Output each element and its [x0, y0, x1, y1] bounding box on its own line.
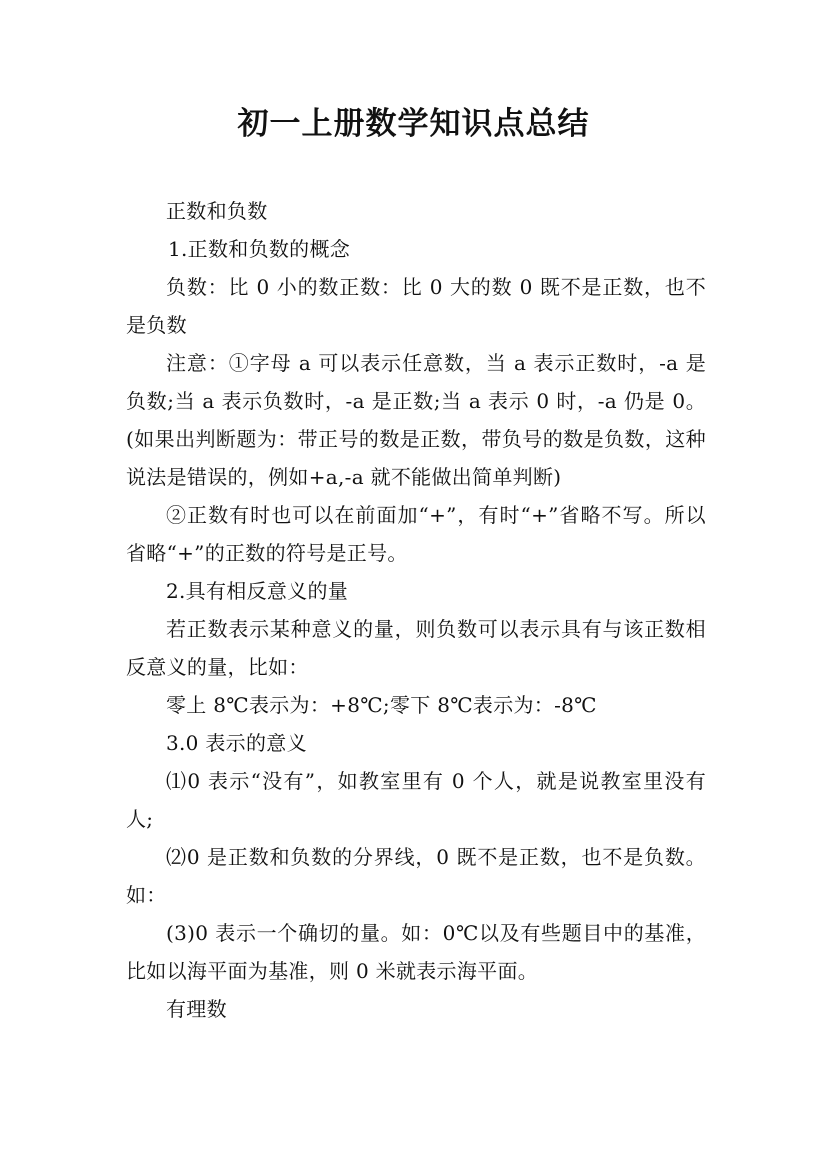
subheading-concept: 1.正数和负数的概念 [168, 237, 351, 261]
paragraph-temperature-example: 零上 8℃表示为：+8℃;零下 8℃表示为：-8℃ [166, 693, 597, 717]
paragraph-note-2: ②正数有时也可以在前面加“+”，有时“+”省略不写。所以省略“+”的正数的符号是正号。 [126, 503, 706, 565]
section-heading-positive-negative: 正数和负数 [166, 199, 268, 223]
paragraph-zero-1: ⑴0 表示“没有”，如教室里有 0 个人，就是说教室里没有人; [126, 769, 706, 831]
section-heading-rational-numbers: 有理数 [166, 997, 227, 1021]
paragraph-note-1: 注意：①字母 a 可以表示任意数，当 a 表示正数时，-a 是负数;当 a 表示负数时，-a 是正数;当 a 表示 0 时，-a 仍是 0。(如果出判断题为：带正号的数是正数，带负号的数是负数，这种说法是错误的，例如+a,-a 就不能做出简单判断) [126, 351, 706, 489]
subheading-opposite-quantities: 2.具有相反意义的量 [166, 579, 349, 603]
document-title: 初一上册数学知识点总结 [237, 106, 590, 142]
paragraph-opposite-quantities: 若正数表示某种意义的量，则负数可以表示具有与该正数相反意义的量，比如： [126, 617, 706, 679]
document-body [126, 192, 706, 1028]
paragraph-definition: 负数：比 0 小的数正数：比 0 大的数 0 既不是正数，也不是负数 [126, 275, 706, 337]
paragraph-zero-2: ⑵0 是正数和负数的分界线，0 既不是正数，也不是负数。如： [126, 845, 706, 907]
paragraph-zero-3: (3)0 表示一个确切的量。如：0℃以及有些题目中的基准，比如以海平面为基准，则 0 米就表示海平面。 [126, 921, 706, 983]
subheading-zero-meaning: 3.0 表示的意义 [166, 731, 307, 755]
